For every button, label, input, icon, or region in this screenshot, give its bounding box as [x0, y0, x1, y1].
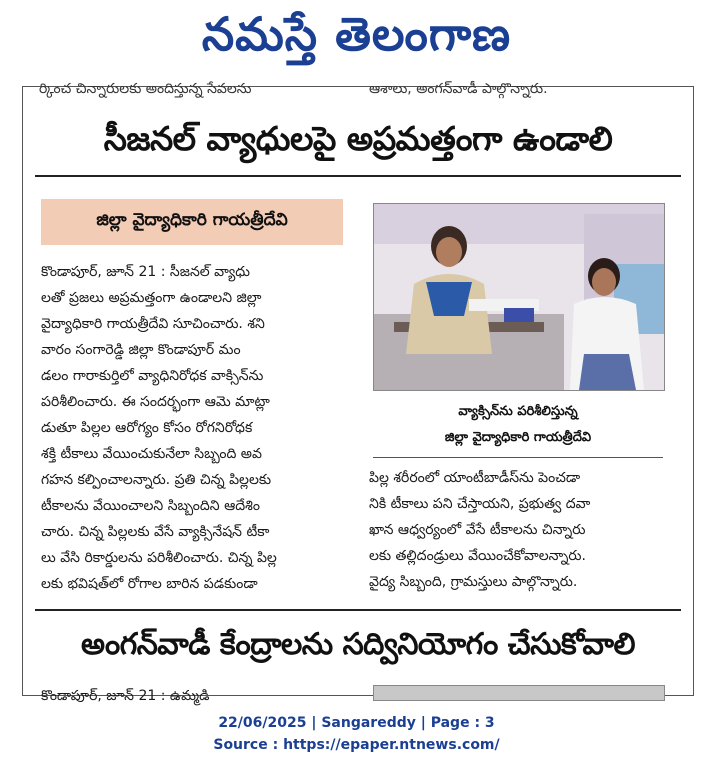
photo-image [374, 204, 664, 390]
masthead [0, 0, 713, 80]
body-line: పరిశీలించారు. ఈ సందర్భంగా ఆమె మాట్లా [41, 394, 270, 410]
caption-line: జిల్లా వైద్యాధికారి గాయత్రీదేవి [444, 430, 592, 445]
body-line: ఖాన ఆధ్వర్యంలో వేసే టీకాలను చిన్నారు [369, 522, 586, 538]
cut-text-bottom [41, 683, 341, 704]
body-line: కొండాపూర్, జూన్ 21 : ఉమ్మడి [41, 688, 210, 704]
article-body-left [41, 259, 343, 597]
cut-text-left: ర్కించ చిన్నారులకు అందిస్తున్న సేవలను [39, 81, 252, 97]
article-photo [373, 203, 665, 391]
body-line: గహన కల్పించాలన్నారు. ప్రతి చిన్న పిల్లలకు [41, 472, 272, 488]
body-line: టీకాలను వేయించాలని సిబ్బందిని ఆదేశిం [41, 498, 260, 514]
body-line: వారం సంగారెడ్డి జిల్లా కొండాపూర్ మం [41, 342, 241, 358]
caption-line: వ్యాక్సిన్‌ను పరిశీలిస్తున్న [458, 404, 578, 419]
body-line: వైద్య సిబ్బంది, గ్రామస్తులు పాల్గొన్నారు. [369, 574, 578, 590]
body-line: శక్తి టీకాలు వేయించుకునేలా సిబ్బంది అవ [41, 446, 262, 462]
body-line: లకు తల్లిదండ్రులు వేయించేకోవాలన్నారు. [369, 548, 586, 564]
byline-text: జిల్లా వైద్యాధికారి గాయత్రీదేవి [96, 210, 288, 230]
body-line: లతో ప్రజలు అప్రమత్తంగా ఉండాలని జిల్లా [41, 290, 262, 306]
section-divider [35, 609, 681, 611]
caption-divider [373, 457, 663, 458]
body-line: లకు భవిషత్‌లో రోగాల బారిన పడకుండా [41, 576, 258, 592]
body-line: కొండాపూర్, జూన్ 21 : సీజనల్ వ్యాధు [41, 264, 250, 280]
body-line: నికి టీకాలు పని చేస్తాయని, ప్రభుత్వ దవా [369, 496, 591, 512]
masthead-title: నమస్తే తెలంగాణ [201, 7, 512, 61]
source-footer [0, 712, 713, 756]
cut-photo-bottom [373, 685, 665, 701]
photo-caption [373, 399, 663, 451]
body-line: డుతూ పిల్లల ఆరోగ్యం కోసం రోగనిరోధక [41, 420, 253, 436]
news-clipping [22, 81, 694, 704]
body-line: డలం గారాకుర్తిలో వ్యాధినిరోధక వాక్సిన్‌ను [41, 368, 264, 384]
footer-source: Source : https://epaper.ntnews.com/ [213, 737, 500, 753]
body-line: లు వేసి రికార్డులను పరిశీలించారు. చిన్న పిల్ల [41, 550, 277, 566]
cut-text-right: ఆశాలు, అంగన్‌వాడీ పాల్గొన్నారు. [369, 81, 548, 97]
body-line: చారు. చిన్న పిల్లలకు వేసే వ్యాక్సినేషన్ టీకా [41, 524, 270, 540]
second-headline: అంగన్‌వాడీ కేంద్రాలను సద్వినియోగం చేసుకోవాలి [81, 627, 635, 662]
body-line: పిల్ల శరీరంలో యాంటీబాడీస్‌ను పెంచడా [369, 470, 581, 486]
article-body-right [369, 465, 669, 595]
article-headline: సీజనల్ వ్యాధులపై అప్రమత్తంగా ఉండాలి [103, 119, 613, 158]
body-line: వైద్యాధికారి గాయత్రీదేవి సూచించారు. శని [41, 316, 265, 332]
byline-box [41, 199, 343, 245]
headline-divider [35, 175, 681, 177]
footer-date-edition: 22/06/2025 | Sangareddy | Page : 3 [218, 715, 495, 731]
